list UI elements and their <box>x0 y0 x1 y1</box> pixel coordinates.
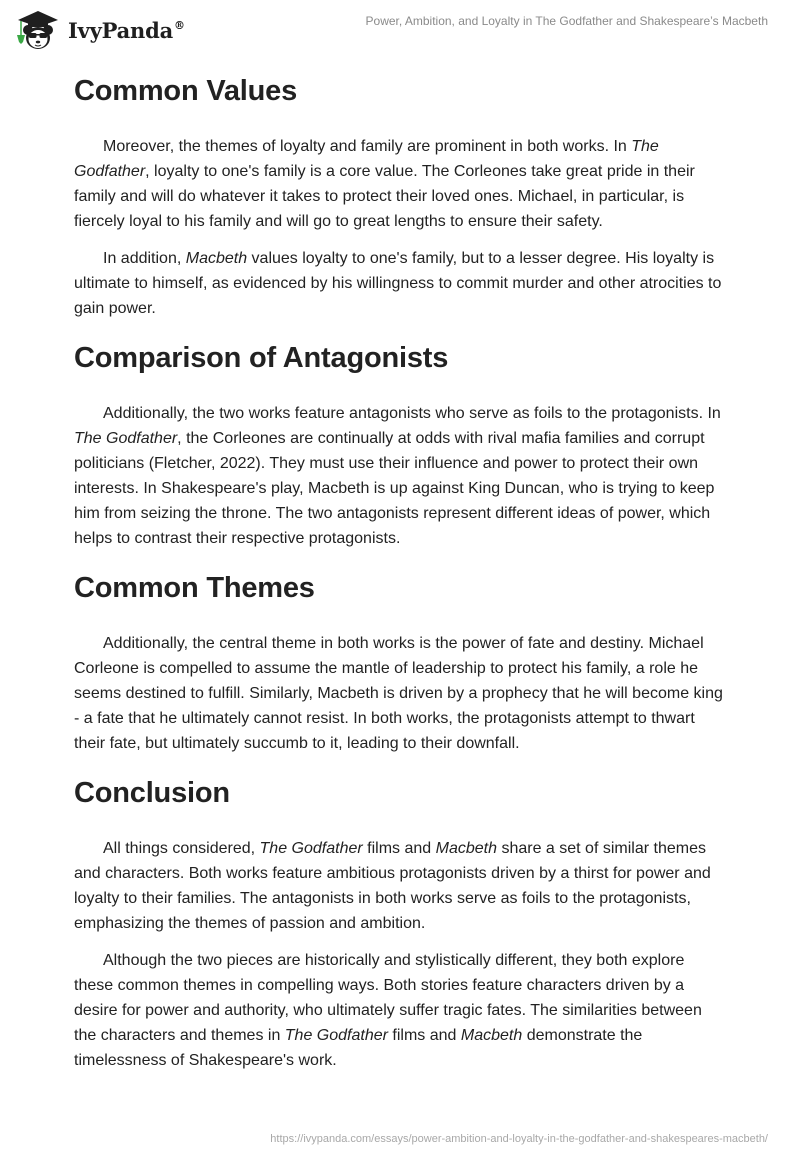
italic-title: The Godfather <box>259 840 363 857</box>
page-header <box>0 0 800 56</box>
text-run: All things considered, <box>103 840 260 857</box>
section-heading: Conclusion <box>74 777 230 809</box>
text-run: Although the two pieces are historically and stylistically different, they both explore these common themes in compelling ways. Both stories feature characters driven by a desire for power and authority, who ultimately suffer tragic fates. The similarities between the characters and themes in <box>74 952 702 1044</box>
text-run: , loyalty to one's family is a core value. The Corleones take great pride in their family and will do whatever it takes to protect their loved ones. Michael, in particular, is fiercely loyal to his family and will go to great lengths to ensure their safety. <box>74 163 695 230</box>
essay-section <box>74 333 724 551</box>
logo-text: IvyPanda® <box>68 17 185 43</box>
body-paragraph <box>74 134 724 234</box>
ivypanda-logo[interactable] <box>14 8 185 52</box>
essay-section <box>74 563 724 756</box>
italic-title: Macbeth <box>435 840 497 857</box>
text-run: , the Corleones are continually at odds with rival mafia families and corrupt politicians (Fletcher, 2022). They must use their influence and power to protect their own interests. In Shakespeare's play, Macbeth is up against King Duncan, who is trying to keep him from seizing the throne. The two antagonists represent different ideas of power, which helps to contrast their respective protagonists. <box>74 430 715 547</box>
italic-title: Macbeth <box>460 1027 523 1044</box>
section-heading: Common Themes <box>74 572 315 604</box>
body-paragraph <box>74 246 724 321</box>
text-run: Additionally, the two works feature antagonists who serve as foils to the protagonists. In <box>103 405 721 422</box>
italic-title: Macbeth <box>185 250 248 267</box>
body-paragraph <box>74 401 724 551</box>
section-heading: Comparison of Antagonists <box>74 342 449 374</box>
text-run: films and <box>387 1027 461 1044</box>
essay-content <box>74 66 724 1085</box>
text-run: share a set of similar themes and characters. Both works feature ambitious protagonists driven by a thirst for power and loyalty to their families. The antagonists in both works serve as foils to the protagonists, emphasizing the themes of passion and ambition. <box>74 840 711 932</box>
italic-title: The Godfather <box>74 138 659 180</box>
essay-section <box>74 66 724 321</box>
text-run: Additionally, the central theme in both works is the power of fate and destiny. Michael Corleone is compelled to assume the mantle of leadership to protect his family, a role he seems destined to fulfill. Similarly, Macbeth is driven by a prophecy that he will become king - a fate that he ultimately cannot resist. In both works, the protagonists attempt to thwart their fate, but ultimately succumb to it, leading to their downfall. <box>74 635 723 752</box>
italic-title: The Godfather <box>74 430 178 447</box>
italic-title: The Godfather <box>284 1027 388 1044</box>
text-run: In addition, <box>103 250 186 267</box>
source-url[interactable]: https://ivypanda.com/essays/power-ambition-and-loyalty-in-the-godfather-and-shakespeares-macbeth/ <box>270 1133 768 1145</box>
body-paragraph <box>74 631 724 756</box>
document-title: Power, Ambition, and Loyalty in The Godfather and Shakespeare’s Macbeth <box>365 14 768 28</box>
body-paragraph <box>74 836 724 936</box>
text-run: demonstrate the timelessness of Shakespeare's work. <box>74 1027 643 1069</box>
essay-section <box>74 768 724 1073</box>
body-paragraph <box>74 948 724 1073</box>
text-run: films and <box>362 840 436 857</box>
text-run: values loyalty to one's family, but to a lesser degree. His loyalty is ultimate to himself, as evidenced by his willingness to commit murder and other atrocities to gain power. <box>74 250 722 317</box>
text-run: Moreover, the themes of loyalty and family are prominent in both works. In <box>103 138 632 155</box>
panda-graduation-cap-icon <box>14 8 62 52</box>
section-heading: Common Values <box>74 75 298 107</box>
